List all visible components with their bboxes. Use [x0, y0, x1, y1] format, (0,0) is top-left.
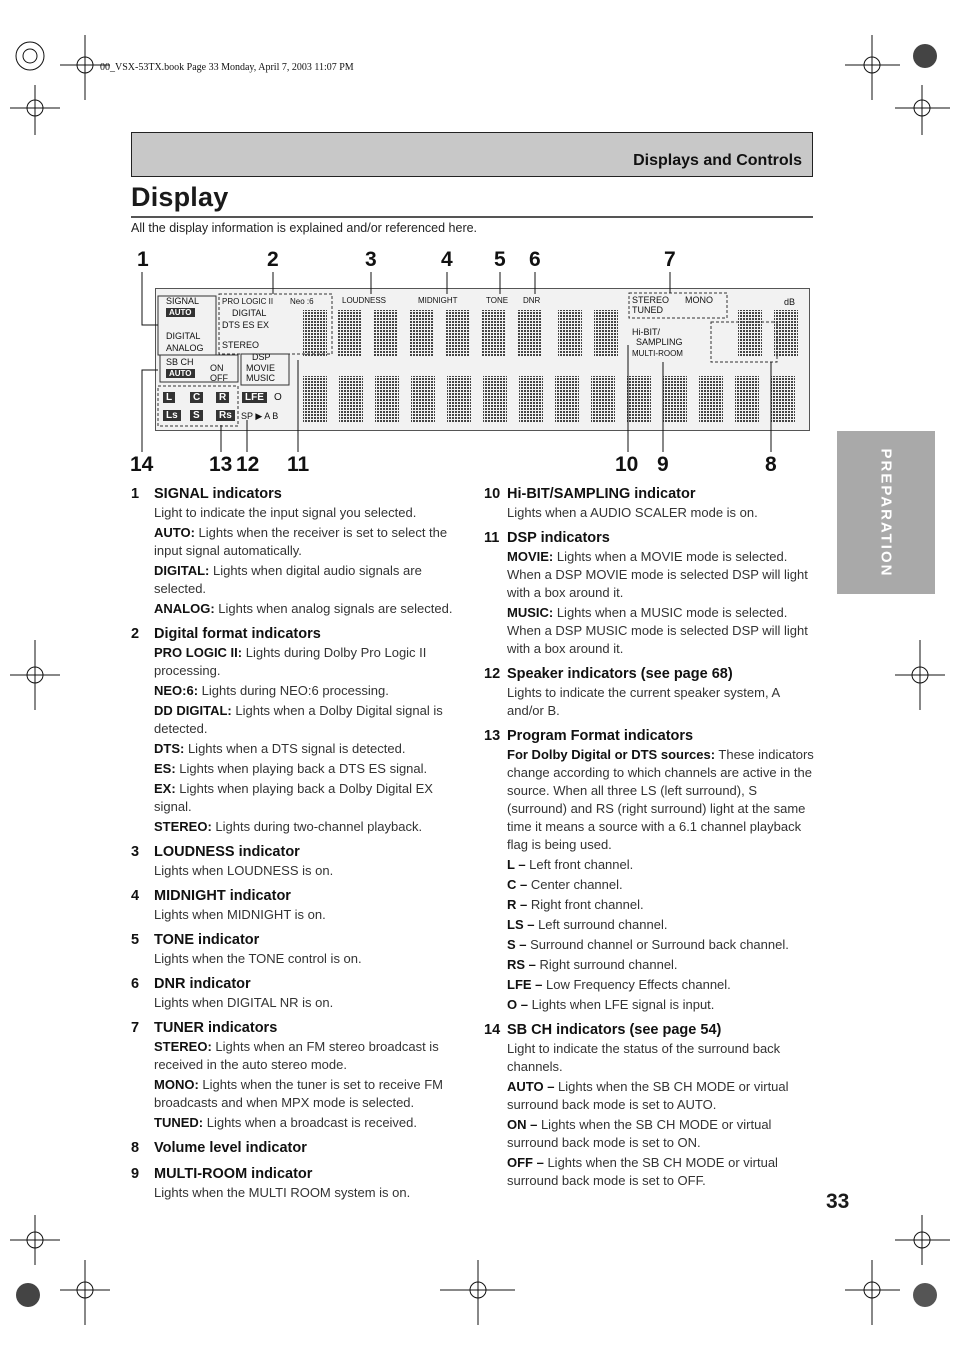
item-heading: [484, 664, 819, 684]
description-item: [131, 842, 466, 880]
paragraph-text: Center channel.: [527, 877, 623, 892]
paragraph-text: Lights when the SB CH MODE or virtual surround back mode is set to OFF.: [507, 1155, 778, 1188]
item-paragraph: [154, 780, 466, 816]
lcd-off: OFF: [210, 373, 228, 383]
paragraph-text: Lights to indicate the current speaker system, A and/or B.: [507, 685, 780, 718]
paragraph-text: Lights when playing back a DTS ES signal.: [175, 761, 428, 776]
lcd-ch-l: L: [163, 392, 175, 403]
lcd-dnr: DNR: [523, 296, 541, 305]
paragraph-text: Lights during Dolby Pro Logic II processing.: [154, 645, 427, 678]
lcd-ch-rs: Rs: [216, 410, 235, 421]
description-item: [131, 1164, 466, 1202]
lcd-digital: DIGITAL: [166, 331, 201, 341]
paragraph-text: Light to indicate the input signal you selected.: [154, 505, 417, 520]
paragraph-term: EX:: [154, 781, 176, 796]
item-paragraph: [154, 760, 466, 778]
lcd-analog: ANALOG: [166, 343, 204, 353]
item-paragraph: [507, 1078, 819, 1114]
item-heading: [131, 1138, 466, 1158]
description-item: [484, 726, 819, 1014]
paragraph-text: These indicators change according to which channels are active in the source. When all three LS (left surround), S (surround) and RS (right surround) light at the same time it means a source with a 6.1 channel playback flag is being used.: [507, 747, 814, 852]
paragraph-term: NEO:6:: [154, 683, 199, 698]
description-item: [131, 930, 466, 968]
item-paragraph: [507, 876, 819, 894]
lcd-loudness: LOUDNESS: [342, 296, 387, 305]
paragraph-term: ON –: [507, 1117, 538, 1132]
callout-11: 11: [287, 453, 310, 476]
paragraph-term: AUTO:: [154, 525, 195, 540]
item-title: LOUDNESS indicator: [154, 844, 300, 860]
lcd-prologic: PRO LOGIC II: [222, 297, 274, 306]
item-paragraph: [507, 956, 819, 974]
callout-3: 3: [365, 248, 377, 271]
item-number: 14: [484, 1022, 501, 1038]
lcd-dd-digital: DIGITAL: [232, 308, 267, 318]
paragraph-text: Lights during NEO:6 processing.: [198, 683, 389, 698]
item-paragraph: [507, 746, 819, 854]
item-number: 13: [484, 728, 501, 744]
paragraph-term: R –: [507, 897, 528, 912]
item-paragraph: [154, 1038, 466, 1074]
item-number: 8: [131, 1140, 140, 1156]
paragraph-term: LS –: [507, 917, 535, 932]
item-title: Program Format indicators: [507, 728, 694, 744]
item-number: 7: [131, 1020, 140, 1036]
right-column: [484, 484, 819, 1196]
lcd-auto: AUTO: [166, 308, 195, 317]
item-title: SIGNAL indicators: [154, 486, 282, 502]
item-heading: [131, 974, 466, 994]
paragraph-text: Lights when a AUDIO SCALER mode is on.: [507, 505, 758, 520]
paragraph-text: Light to indicate the status of the surround back channels.: [507, 1041, 781, 1074]
paragraph-text: Lights when an FM stereo broadcast is received in the auto stereo mode.: [154, 1039, 439, 1072]
lcd-dsp: DSP: [252, 352, 271, 362]
paragraph-term: MONO:: [154, 1077, 199, 1092]
item-paragraph: [154, 562, 466, 598]
item-heading: [484, 1020, 819, 1040]
item-number: 3: [131, 844, 140, 860]
item-number: 6: [131, 976, 140, 992]
paragraph-term: L –: [507, 857, 526, 872]
item-number: 11: [484, 530, 500, 546]
paragraph-term: LFE –: [507, 977, 543, 992]
paragraph-term: STEREO:: [154, 819, 212, 834]
item-paragraph: [154, 1076, 466, 1112]
item-paragraph: [507, 1116, 819, 1152]
callout-14: 14: [130, 453, 154, 476]
paragraph-text: Lights when digital audio signals are selected.: [154, 563, 422, 596]
callout-1: 1: [137, 248, 149, 271]
page-title: Display: [131, 182, 229, 212]
description-item: [484, 484, 819, 522]
callout-10: 10: [615, 453, 639, 476]
paragraph-text: Right front channel.: [527, 897, 644, 912]
paragraph-text: Lights when a Dolby Digital signal is detected.: [154, 703, 443, 736]
paragraph-text: Lights when analog signals are selected.: [214, 601, 453, 616]
paragraph-term: DD DIGITAL:: [154, 703, 232, 718]
description-item: [131, 1018, 466, 1132]
paragraph-term: PRO LOGIC II:: [154, 645, 243, 660]
lcd-signal: SIGNAL: [166, 296, 200, 306]
paragraph-text: Low Frequency Effects channel.: [542, 977, 731, 992]
lcd-neo: Neo :6: [290, 297, 314, 306]
paragraph-term: OFF –: [507, 1155, 544, 1170]
paragraph-text: Lights when DIGITAL NR is on.: [154, 995, 334, 1010]
description-item: [131, 886, 466, 924]
paragraph-term: For Dolby Digital or DTS sources:: [507, 747, 716, 762]
item-paragraph: [154, 702, 466, 738]
item-title: TUNER indicators: [154, 1020, 278, 1036]
paragraph-term: ANALOG:: [154, 601, 215, 616]
description-item: [484, 1020, 819, 1190]
description-item: [484, 528, 819, 658]
item-title: MIDNIGHT indicator: [154, 888, 291, 904]
description-item: [484, 664, 819, 720]
paragraph-text: Left surround channel.: [534, 917, 668, 932]
lcd-hibit: Hi-BIT/: [632, 327, 660, 337]
item-paragraph: [154, 524, 466, 560]
paragraph-text: Lights when LFE signal is input.: [527, 997, 715, 1012]
callout-5: 5: [494, 248, 506, 271]
item-paragraph: [507, 604, 819, 658]
lcd-ch-ls: Ls: [163, 410, 181, 421]
paragraph-text: Lights when a MUSIC mode is selected. When a DSP MUSIC mode is selected DSP will light with a box around it.: [507, 605, 808, 656]
item-paragraph: [507, 548, 819, 602]
lcd-tone: TONE: [486, 296, 509, 305]
paragraph-text: Lights when LOUDNESS is on.: [154, 863, 334, 878]
lcd-stereo-tuner: STEREO: [632, 295, 670, 305]
paragraph-text: Lights when the MULTI ROOM system is on.: [154, 1185, 411, 1200]
paragraph-text: Lights when a MOVIE mode is selected. When a DSP MOVIE mode is selected DSP will light with a box around it.: [507, 549, 808, 600]
callout-4: 4: [441, 248, 453, 271]
callout-8: 8: [765, 453, 777, 476]
paragraph-text: Lights when the SB CH MODE or virtual surround back mode is set to ON.: [507, 1117, 772, 1150]
lcd-ch-r: R: [216, 392, 229, 403]
item-heading: [131, 624, 466, 644]
paragraph-term: STEREO:: [154, 1039, 212, 1054]
paragraph-text: Left front channel.: [525, 857, 634, 872]
paragraph-term: O –: [507, 997, 528, 1012]
item-heading: [131, 1018, 466, 1038]
item-title: SB CH indicators (see page 54): [507, 1022, 722, 1038]
lcd-stereo: STEREO: [222, 340, 260, 350]
lcd-mono: MONO: [685, 295, 713, 305]
paragraph-term: S –: [507, 937, 527, 952]
lcd-sbch: SB CH: [166, 357, 194, 367]
item-title: Digital format indicators: [154, 626, 321, 642]
description-item: [131, 484, 466, 618]
item-heading: [484, 484, 819, 504]
item-heading: [131, 842, 466, 862]
item-paragraph: [154, 1184, 466, 1202]
paragraph-text: Lights during two-channel playback.: [211, 819, 423, 834]
item-title: DNR indicator: [154, 976, 251, 992]
item-number: 1: [131, 486, 140, 502]
side-tab-label: PREPARATION: [877, 448, 895, 577]
lcd-multiroom: MULTI-ROOM: [632, 349, 683, 358]
callout-13: 13: [209, 453, 233, 476]
item-paragraph: [154, 862, 466, 880]
item-heading: [131, 484, 466, 504]
item-paragraph: [154, 682, 466, 700]
item-paragraph: [154, 644, 466, 680]
paragraph-text: Lights when the receiver is set to select the input signal automatically.: [154, 525, 448, 558]
item-paragraph: [507, 996, 819, 1014]
item-paragraph: [507, 684, 819, 720]
callout-2: 2: [267, 248, 279, 271]
lcd-music: MUSIC: [246, 373, 275, 383]
lcd-midnight: MIDNIGHT: [418, 296, 458, 305]
paragraph-term: MOVIE:: [507, 549, 554, 564]
paragraph-term: ES:: [154, 761, 176, 776]
paragraph-text: Lights when playing back a Dolby Digital EX signal.: [154, 781, 433, 814]
description-item: [131, 624, 466, 836]
callout-7: 7: [664, 248, 676, 271]
paragraph-term: C –: [507, 877, 528, 892]
lcd-dts: DTS ES EX: [222, 320, 270, 330]
lcd-ch-o: O: [274, 392, 282, 403]
paragraph-term: DTS:: [154, 741, 185, 756]
callout-12: 12: [236, 453, 260, 476]
item-paragraph: [154, 950, 466, 968]
lcd-movie: MOVIE: [246, 363, 276, 373]
paragraph-term: AUTO –: [507, 1079, 555, 1094]
paragraph-text: Surround channel or Surround back channel.: [526, 937, 789, 952]
item-number: 4: [131, 888, 140, 904]
item-paragraph: [154, 740, 466, 758]
paragraph-text: Lights when MIDNIGHT is on.: [154, 907, 326, 922]
item-number: 5: [131, 932, 140, 948]
item-title: Speaker indicators (see page 68): [507, 666, 733, 682]
lcd-db: dB: [784, 297, 796, 307]
item-number: 2: [131, 626, 140, 642]
item-title: DSP indicators: [507, 530, 610, 546]
left-column: [131, 484, 466, 1208]
paragraph-term: RS –: [507, 957, 536, 972]
item-number: 10: [484, 486, 501, 502]
paragraph-term: DIGITAL:: [154, 563, 210, 578]
intro-text: All the display information is explained and/or referenced here.: [131, 221, 478, 235]
lcd-on: ON: [210, 363, 224, 373]
item-paragraph: [507, 976, 819, 994]
paragraph-text: Lights when a broadcast is received.: [203, 1115, 418, 1130]
item-paragraph: [507, 504, 819, 522]
item-paragraph: [507, 1040, 819, 1076]
item-paragraph: [507, 896, 819, 914]
item-paragraph: [154, 504, 466, 522]
paragraph-text: Lights when the tuner is set to receive FM broadcasts and when MPX mode is selected.: [154, 1077, 444, 1110]
paragraph-term: MUSIC:: [507, 605, 554, 620]
lcd-ch-c: C: [190, 392, 203, 403]
section-label: Displays and Controls: [633, 152, 802, 169]
item-paragraph: [154, 906, 466, 924]
item-heading: [131, 930, 466, 950]
lcd-sampling: SAMPLING: [636, 337, 683, 347]
leader-lines: [0, 0, 954, 480]
lcd-sb-auto: AUTO: [166, 369, 195, 378]
item-heading: [484, 726, 819, 746]
callout-9: 9: [657, 453, 669, 476]
lcd-ch-lfe: LFE: [242, 392, 267, 403]
item-paragraph: [507, 856, 819, 874]
item-heading: [131, 886, 466, 906]
print-info-line: 00_VSX-53TX.book Page 33 Monday, April 7, 2003 11:07 PM: [100, 62, 354, 73]
item-title: Hi-BIT/SAMPLING indicator: [507, 486, 696, 502]
item-paragraph: [507, 936, 819, 954]
page-number: 33: [826, 1190, 850, 1213]
item-number: 9: [131, 1166, 140, 1182]
item-heading: [131, 1164, 466, 1184]
item-heading: [484, 528, 819, 548]
paragraph-text: Right surround channel.: [535, 957, 678, 972]
item-title: MULTI-ROOM indicator: [154, 1166, 313, 1182]
lcd-speaker: SP ▶ A B: [241, 411, 279, 421]
item-paragraph: [154, 1114, 466, 1132]
callout-6: 6: [529, 248, 541, 271]
item-title: TONE indicator: [154, 932, 260, 948]
paragraph-text: Lights when a DTS signal is detected.: [184, 741, 406, 756]
item-paragraph: [154, 818, 466, 836]
item-paragraph: [154, 994, 466, 1012]
item-title: Volume level indicator: [154, 1140, 307, 1156]
description-item: [131, 974, 466, 1012]
description-item: [131, 1138, 466, 1158]
lcd-tuned: TUNED: [632, 305, 663, 315]
paragraph-text: Lights when the SB CH MODE or virtual surround back mode is set to AUTO.: [507, 1079, 789, 1112]
item-paragraph: [507, 1154, 819, 1190]
lcd-ch-s: S: [190, 410, 203, 421]
item-paragraph: [507, 916, 819, 934]
item-paragraph: [154, 600, 466, 618]
item-number: 12: [484, 666, 501, 682]
paragraph-term: TUNED:: [154, 1115, 204, 1130]
paragraph-text: Lights when the TONE control is on.: [154, 951, 362, 966]
